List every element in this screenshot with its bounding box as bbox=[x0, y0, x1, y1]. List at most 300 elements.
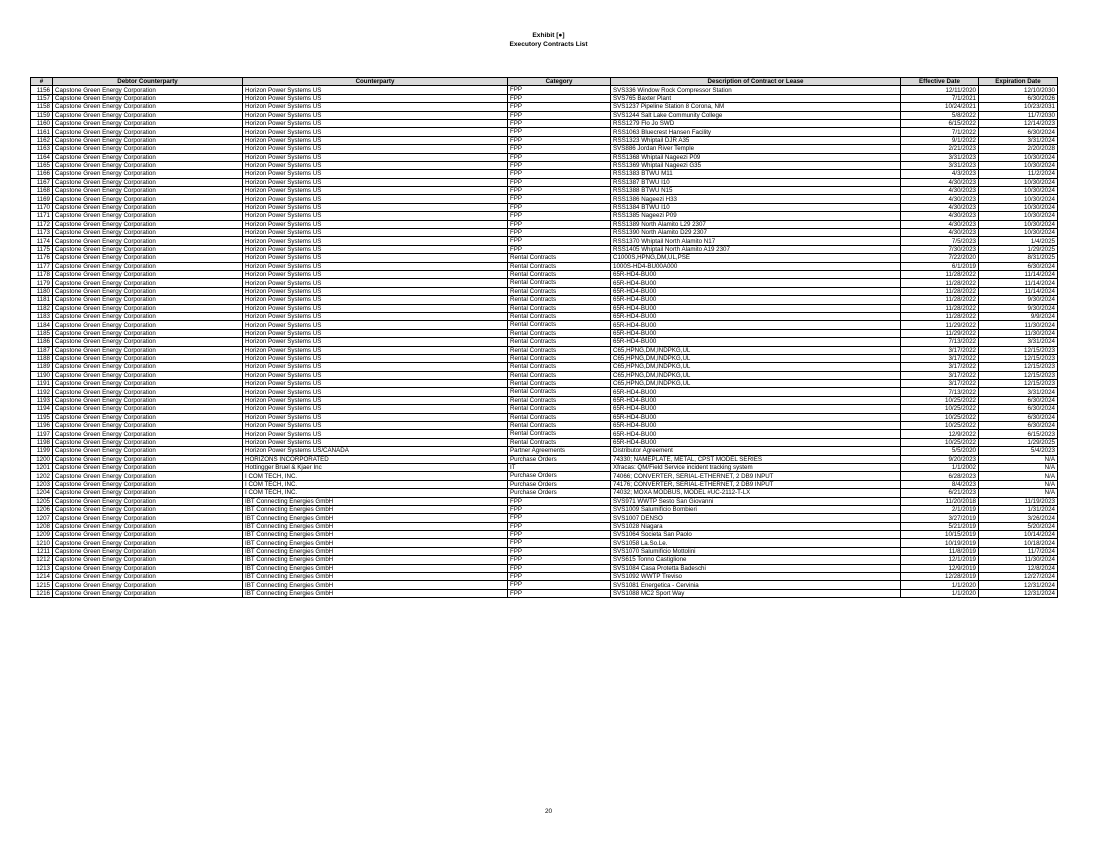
cell-category: Rental Contracts bbox=[508, 413, 611, 421]
cell-expiration-date: 12/31/2024 bbox=[979, 581, 1058, 589]
cell-debtor-counterparty: Capstone Green Energy Corporation bbox=[53, 514, 243, 522]
cell-expiration-date: 10/30/2024 bbox=[979, 187, 1058, 195]
cell-counterparty: HORIZONS INCORPORATED bbox=[243, 455, 508, 463]
cell-counterparty: Horizon Power Systems US bbox=[243, 396, 508, 404]
cell-debtor-counterparty: Capstone Green Energy Corporation bbox=[53, 556, 243, 564]
table-row bbox=[31, 338, 1058, 346]
cell-description: 65R-HD4-BU00 bbox=[611, 405, 901, 413]
table-row bbox=[31, 296, 1058, 304]
cell-description: SVS1064 Societa San Paolo bbox=[611, 531, 901, 539]
cell-number: 1156 bbox=[31, 86, 53, 94]
cell-number: 1215 bbox=[31, 581, 53, 589]
col-header-description: Description of Contract or Lease bbox=[611, 78, 901, 86]
cell-category: Rental Contracts bbox=[508, 262, 611, 270]
cell-debtor-counterparty: Capstone Green Energy Corporation bbox=[53, 338, 243, 346]
table-row bbox=[31, 187, 1058, 195]
cell-category: Rental Contracts bbox=[508, 380, 611, 388]
cell-number: 1182 bbox=[31, 304, 53, 312]
cell-category: Rental Contracts bbox=[508, 396, 611, 404]
cell-category: Rental Contracts bbox=[508, 422, 611, 430]
cell-effective-date: 10/25/2022 bbox=[901, 438, 979, 446]
cell-expiration-date: 1/31/2024 bbox=[979, 505, 1058, 513]
cell-category: FPP bbox=[508, 195, 611, 203]
cell-number: 1158 bbox=[31, 103, 53, 111]
table-row bbox=[31, 254, 1058, 262]
cell-number: 1166 bbox=[31, 170, 53, 178]
cell-effective-date: 10/25/2022 bbox=[901, 405, 979, 413]
cell-description: C65,HPNG,DM,INDPKG,UL bbox=[611, 371, 901, 379]
cell-effective-date: 10/15/2019 bbox=[901, 531, 979, 539]
cell-category: IT bbox=[508, 463, 611, 471]
cell-counterparty: IBT Connecting Energies GmbH bbox=[243, 514, 508, 522]
table-row bbox=[31, 312, 1058, 320]
cell-counterparty: I COM TECH, INC. bbox=[243, 472, 508, 480]
cell-expiration-date: 11/7/2024 bbox=[979, 547, 1058, 555]
cell-expiration-date: N/A bbox=[979, 480, 1058, 488]
cell-expiration-date: 9/30/2024 bbox=[979, 304, 1058, 312]
table-row bbox=[31, 438, 1058, 446]
cell-expiration-date: 10/30/2024 bbox=[979, 161, 1058, 169]
cell-debtor-counterparty: Capstone Green Energy Corporation bbox=[53, 472, 243, 480]
cell-expiration-date: 10/30/2024 bbox=[979, 178, 1058, 186]
cell-effective-date: 7/13/2022 bbox=[901, 388, 979, 396]
cell-category: Purchase Orders bbox=[508, 480, 611, 488]
cell-debtor-counterparty: Capstone Green Energy Corporation bbox=[53, 304, 243, 312]
cell-expiration-date: 10/23/2031 bbox=[979, 103, 1058, 111]
cell-expiration-date: 11/14/2024 bbox=[979, 270, 1058, 278]
table-row bbox=[31, 128, 1058, 136]
cell-expiration-date: 12/27/2024 bbox=[979, 573, 1058, 581]
cell-effective-date: 11/28/2022 bbox=[901, 304, 979, 312]
cell-number: 1214 bbox=[31, 573, 53, 581]
cell-number: 1198 bbox=[31, 438, 53, 446]
table-row bbox=[31, 178, 1058, 186]
cell-category: Rental Contracts bbox=[508, 405, 611, 413]
table-row bbox=[31, 237, 1058, 245]
cell-category: FPP bbox=[508, 212, 611, 220]
cell-counterparty: Horizon Power Systems US bbox=[243, 245, 508, 253]
cell-expiration-date: 10/30/2024 bbox=[979, 229, 1058, 237]
cell-debtor-counterparty: Capstone Green Energy Corporation bbox=[53, 279, 243, 287]
cell-number: 1189 bbox=[31, 363, 53, 371]
cell-debtor-counterparty: Capstone Green Energy Corporation bbox=[53, 455, 243, 463]
cell-debtor-counterparty: Capstone Green Energy Corporation bbox=[53, 447, 243, 455]
cell-effective-date: 12/9/2019 bbox=[901, 564, 979, 572]
cell-counterparty: Horizon Power Systems US bbox=[243, 371, 508, 379]
cell-description: SVS1092 WWTP Treviso bbox=[611, 573, 901, 581]
cell-category: Rental Contracts bbox=[508, 304, 611, 312]
table-row bbox=[31, 245, 1058, 253]
cell-effective-date: 4/3/2023 bbox=[901, 170, 979, 178]
cell-debtor-counterparty: Capstone Green Energy Corporation bbox=[53, 111, 243, 119]
cell-number: 1160 bbox=[31, 119, 53, 127]
cell-effective-date: 10/25/2022 bbox=[901, 396, 979, 404]
cell-debtor-counterparty: Capstone Green Energy Corporation bbox=[53, 270, 243, 278]
table-row bbox=[31, 497, 1058, 505]
cell-description: 65R-HD4-BU00 bbox=[611, 304, 901, 312]
cell-effective-date: 7/13/2022 bbox=[901, 338, 979, 346]
cell-counterparty: IBT Connecting Energies GmbH bbox=[243, 581, 508, 589]
cell-description: 65R-HD4-BU00 bbox=[611, 413, 901, 421]
cell-description: RSS1384 BTWU I10 bbox=[611, 203, 901, 211]
cell-description: RSS1370 Whiptail North Alamito N17 bbox=[611, 237, 901, 245]
cell-debtor-counterparty: Capstone Green Energy Corporation bbox=[53, 136, 243, 144]
cell-category: FPP bbox=[508, 245, 611, 253]
cell-counterparty: IBT Connecting Energies GmbH bbox=[243, 564, 508, 572]
cell-debtor-counterparty: Capstone Green Energy Corporation bbox=[53, 413, 243, 421]
cell-counterparty: Horizon Power Systems US bbox=[243, 86, 508, 94]
cell-category: FPP bbox=[508, 136, 611, 144]
cell-counterparty: IBT Connecting Energies GmbH bbox=[243, 497, 508, 505]
cell-category: Rental Contracts bbox=[508, 371, 611, 379]
table-row bbox=[31, 380, 1058, 388]
cell-expiration-date: N/A bbox=[979, 489, 1058, 497]
cell-expiration-date: 12/31/2024 bbox=[979, 589, 1058, 597]
cell-debtor-counterparty: Capstone Green Energy Corporation bbox=[53, 262, 243, 270]
cell-category: FPP bbox=[508, 203, 611, 211]
cell-expiration-date: 12/15/2023 bbox=[979, 354, 1058, 362]
cell-effective-date: 3/17/2022 bbox=[901, 346, 979, 354]
cell-effective-date: 11/28/2022 bbox=[901, 270, 979, 278]
cell-effective-date: 3/31/2023 bbox=[901, 153, 979, 161]
cell-effective-date: 7/1/2022 bbox=[901, 128, 979, 136]
cell-description: C65,HPNG,DM,INDPKG,UL bbox=[611, 363, 901, 371]
cell-category: FPP bbox=[508, 522, 611, 530]
cell-description: SVS1058 La.So.Le. bbox=[611, 539, 901, 547]
cell-category: Rental Contracts bbox=[508, 346, 611, 354]
cell-category: FPP bbox=[508, 497, 611, 505]
exhibit-subtitle: Executory Contracts List bbox=[509, 41, 588, 48]
cell-category: FPP bbox=[508, 531, 611, 539]
cell-counterparty: I COM TECH, INC. bbox=[243, 480, 508, 488]
cell-number: 1174 bbox=[31, 237, 53, 245]
cell-category: Rental Contracts bbox=[508, 279, 611, 287]
cell-category: FPP bbox=[508, 589, 611, 597]
cell-description: SVS1007 DENSO bbox=[611, 514, 901, 522]
cell-number: 1204 bbox=[31, 489, 53, 497]
table-row bbox=[31, 589, 1058, 597]
cell-number: 1171 bbox=[31, 212, 53, 220]
cell-counterparty: Hottingger Bruel & Kjaer Inc bbox=[243, 463, 508, 471]
cell-category: FPP bbox=[508, 119, 611, 127]
cell-debtor-counterparty: Capstone Green Energy Corporation bbox=[53, 363, 243, 371]
cell-description: 65R-HD4-BU00 bbox=[611, 287, 901, 295]
cell-description: SVS1088 MC2 Sport Way bbox=[611, 589, 901, 597]
table-row bbox=[31, 472, 1058, 480]
cell-expiration-date: 12/15/2023 bbox=[979, 380, 1058, 388]
cell-effective-date: 12/1/2019 bbox=[901, 556, 979, 564]
col-header-effective-date: Effective Date bbox=[901, 78, 979, 86]
table-row bbox=[31, 388, 1058, 396]
cell-category: Rental Contracts bbox=[508, 254, 611, 262]
cell-effective-date: 3/17/2022 bbox=[901, 363, 979, 371]
cell-counterparty: Horizon Power Systems US bbox=[243, 220, 508, 228]
cell-description: RSS1389 North Alamito L29 2307 bbox=[611, 220, 901, 228]
cell-number: 1200 bbox=[31, 455, 53, 463]
cell-description: RSS1368 Whiptail Nageezi P09 bbox=[611, 153, 901, 161]
cell-number: 1192 bbox=[31, 388, 53, 396]
cell-effective-date: 6/15/2022 bbox=[901, 119, 979, 127]
cell-category: FPP bbox=[508, 556, 611, 564]
cell-effective-date: 9/1/2022 bbox=[901, 136, 979, 144]
cell-debtor-counterparty: Capstone Green Energy Corporation bbox=[53, 153, 243, 161]
cell-number: 1177 bbox=[31, 262, 53, 270]
cell-description: RSS1385 Nageezi P09 bbox=[611, 212, 901, 220]
cell-description: 65R-HD4-BU00 bbox=[611, 312, 901, 320]
cell-description: RSS1063 Bluecrest Hansen Facility bbox=[611, 128, 901, 136]
cell-expiration-date: 6/30/2026 bbox=[979, 94, 1058, 102]
cell-effective-date: 10/25/2022 bbox=[901, 413, 979, 421]
cell-debtor-counterparty: Capstone Green Energy Corporation bbox=[53, 396, 243, 404]
cell-debtor-counterparty: Capstone Green Energy Corporation bbox=[53, 170, 243, 178]
cell-debtor-counterparty: Capstone Green Energy Corporation bbox=[53, 371, 243, 379]
cell-category: FPP bbox=[508, 237, 611, 245]
cell-category: Rental Contracts bbox=[508, 338, 611, 346]
cell-effective-date: 6/1/2019 bbox=[901, 262, 979, 270]
cell-counterparty: Horizon Power Systems US bbox=[243, 430, 508, 438]
cell-number: 1175 bbox=[31, 245, 53, 253]
cell-category: Rental Contracts bbox=[508, 312, 611, 320]
cell-number: 1168 bbox=[31, 187, 53, 195]
cell-debtor-counterparty: Capstone Green Energy Corporation bbox=[53, 312, 243, 320]
cell-debtor-counterparty: Capstone Green Energy Corporation bbox=[53, 245, 243, 253]
table-row bbox=[31, 346, 1058, 354]
table-row bbox=[31, 86, 1058, 94]
cell-effective-date: 7/1/2021 bbox=[901, 94, 979, 102]
cell-category: Rental Contracts bbox=[508, 354, 611, 362]
table-row bbox=[31, 447, 1058, 455]
cell-expiration-date: 11/14/2024 bbox=[979, 279, 1058, 287]
cell-counterparty: Horizon Power Systems US bbox=[243, 161, 508, 169]
cell-effective-date: 4/30/2023 bbox=[901, 195, 979, 203]
cell-debtor-counterparty: Capstone Green Energy Corporation bbox=[53, 354, 243, 362]
cell-counterparty: Horizon Power Systems US bbox=[243, 363, 508, 371]
cell-effective-date: 12/9/2022 bbox=[901, 430, 979, 438]
cell-effective-date: 6/21/2023 bbox=[901, 489, 979, 497]
cell-number: 1184 bbox=[31, 321, 53, 329]
cell-effective-date: 1/1/2002 bbox=[901, 463, 979, 471]
page-number: 20 bbox=[544, 808, 553, 815]
cell-debtor-counterparty: Capstone Green Energy Corporation bbox=[53, 463, 243, 471]
cell-effective-date: 11/29/2022 bbox=[901, 329, 979, 337]
cell-number: 1207 bbox=[31, 514, 53, 522]
table-header-row bbox=[31, 78, 1058, 86]
cell-counterparty: Horizon Power Systems US bbox=[243, 153, 508, 161]
cell-expiration-date: 11/19/2023 bbox=[979, 497, 1058, 505]
cell-description: 65R-HD4-BU00 bbox=[611, 396, 901, 404]
cell-effective-date: 11/28/2022 bbox=[901, 296, 979, 304]
cell-counterparty: IBT Connecting Energies GmbH bbox=[243, 573, 508, 581]
cell-expiration-date: 12/15/2023 bbox=[979, 371, 1058, 379]
cell-expiration-date: 1/29/2025 bbox=[979, 438, 1058, 446]
cell-debtor-counterparty: Capstone Green Energy Corporation bbox=[53, 489, 243, 497]
cell-effective-date: 10/25/2022 bbox=[901, 422, 979, 430]
cell-expiration-date: 3/31/2024 bbox=[979, 388, 1058, 396]
cell-effective-date: 11/28/2022 bbox=[901, 279, 979, 287]
cell-category: FPP bbox=[508, 220, 611, 228]
cell-effective-date: 3/17/2022 bbox=[901, 380, 979, 388]
cell-description: RSS1388 BTWU N15 bbox=[611, 187, 901, 195]
cell-description: SVS1244 Salt Lake Community College bbox=[611, 111, 901, 119]
cell-expiration-date: 12/14/2023 bbox=[979, 119, 1058, 127]
cell-number: 1199 bbox=[31, 447, 53, 455]
table-row bbox=[31, 573, 1058, 581]
cell-effective-date: 11/20/2018 bbox=[901, 497, 979, 505]
cell-effective-date: 4/30/2023 bbox=[901, 203, 979, 211]
cell-counterparty: Horizon Power Systems US bbox=[243, 237, 508, 245]
cell-counterparty: Horizon Power Systems US bbox=[243, 111, 508, 119]
cell-effective-date: 11/28/2022 bbox=[901, 312, 979, 320]
cell-debtor-counterparty: Capstone Green Energy Corporation bbox=[53, 229, 243, 237]
cell-expiration-date: 6/30/2024 bbox=[979, 413, 1058, 421]
cell-category: FPP bbox=[508, 94, 611, 102]
cell-description: C65,HPNG,DM,INDPKG,UL bbox=[611, 354, 901, 362]
col-header-expiration-date: Expiration Date bbox=[979, 78, 1058, 86]
cell-number: 1170 bbox=[31, 203, 53, 211]
cell-description: 1000S-HD4-BU00A000 bbox=[611, 262, 901, 270]
cell-expiration-date: 10/30/2024 bbox=[979, 195, 1058, 203]
cell-counterparty: Horizon Power Systems US bbox=[243, 312, 508, 320]
cell-category: FPP bbox=[508, 111, 611, 119]
cell-effective-date: 7/30/2023 bbox=[901, 245, 979, 253]
cell-number: 1209 bbox=[31, 531, 53, 539]
cell-description: 74066; CONVERTER, SERIAL-ETHERNET, 2 DB9 INPUT bbox=[611, 472, 901, 480]
cell-number: 1202 bbox=[31, 472, 53, 480]
table-body bbox=[31, 86, 1058, 598]
cell-debtor-counterparty: Capstone Green Energy Corporation bbox=[53, 220, 243, 228]
cell-counterparty: Horizon Power Systems US bbox=[243, 178, 508, 186]
cell-expiration-date: 1/29/2025 bbox=[979, 245, 1058, 253]
cell-description: RSS1279 Flo Jo SWD bbox=[611, 119, 901, 127]
cell-category: Rental Contracts bbox=[508, 296, 611, 304]
cell-counterparty: Horizon Power Systems US bbox=[243, 170, 508, 178]
cell-description: SVS336 Window Rock Compressor Station bbox=[611, 86, 901, 94]
table-row bbox=[31, 321, 1058, 329]
cell-debtor-counterparty: Capstone Green Energy Corporation bbox=[53, 187, 243, 195]
cell-debtor-counterparty: Capstone Green Energy Corporation bbox=[53, 254, 243, 262]
cell-counterparty: Horizon Power Systems US bbox=[243, 321, 508, 329]
cell-number: 1180 bbox=[31, 287, 53, 295]
cell-counterparty: Horizon Power Systems US bbox=[243, 338, 508, 346]
cell-counterparty: Horizon Power Systems US bbox=[243, 346, 508, 354]
cell-number: 1172 bbox=[31, 220, 53, 228]
document-header bbox=[0, 31, 1097, 49]
cell-counterparty: Horizon Power Systems US bbox=[243, 136, 508, 144]
table-row bbox=[31, 564, 1058, 572]
cell-counterparty: Horizon Power Systems US bbox=[243, 187, 508, 195]
cell-debtor-counterparty: Capstone Green Energy Corporation bbox=[53, 94, 243, 102]
cell-counterparty: Horizon Power Systems US bbox=[243, 287, 508, 295]
cell-effective-date: 4/30/2023 bbox=[901, 220, 979, 228]
cell-expiration-date: 6/30/2024 bbox=[979, 405, 1058, 413]
cell-debtor-counterparty: Capstone Green Energy Corporation bbox=[53, 128, 243, 136]
cell-effective-date: 4/30/2023 bbox=[901, 187, 979, 195]
cell-counterparty: Horizon Power Systems US bbox=[243, 388, 508, 396]
table-row bbox=[31, 581, 1058, 589]
cell-category: Rental Contracts bbox=[508, 438, 611, 446]
cell-effective-date: 7/22/2020 bbox=[901, 254, 979, 262]
table-row bbox=[31, 229, 1058, 237]
cell-expiration-date: N/A bbox=[979, 463, 1058, 471]
cell-debtor-counterparty: Capstone Green Energy Corporation bbox=[53, 212, 243, 220]
cell-debtor-counterparty: Capstone Green Energy Corporation bbox=[53, 531, 243, 539]
cell-number: 1187 bbox=[31, 346, 53, 354]
table-row bbox=[31, 304, 1058, 312]
cell-description: SVS1084 Casa Protetta Badeschi bbox=[611, 564, 901, 572]
cell-debtor-counterparty: Capstone Green Energy Corporation bbox=[53, 497, 243, 505]
table-row bbox=[31, 212, 1058, 220]
cell-expiration-date: 9/30/2024 bbox=[979, 296, 1058, 304]
table-row bbox=[31, 556, 1058, 564]
cell-description: RSS1369 Whiptail Nageezi G35 bbox=[611, 161, 901, 169]
cell-category: Purchase Orders bbox=[508, 489, 611, 497]
table-row bbox=[31, 463, 1058, 471]
cell-counterparty: Horizon Power Systems US bbox=[243, 296, 508, 304]
cell-counterparty: Horizon Power Systems US bbox=[243, 212, 508, 220]
table-row bbox=[31, 119, 1058, 127]
cell-number: 1159 bbox=[31, 111, 53, 119]
cell-counterparty: Horizon Power Systems US bbox=[243, 229, 508, 237]
cell-debtor-counterparty: Capstone Green Energy Corporation bbox=[53, 145, 243, 153]
cell-debtor-counterparty: Capstone Green Energy Corporation bbox=[53, 589, 243, 597]
cell-effective-date: 9/20/2023 bbox=[901, 455, 979, 463]
cell-description: 65R-HD4-BU00 bbox=[611, 388, 901, 396]
cell-category: FPP bbox=[508, 505, 611, 513]
col-header-category: Category bbox=[508, 78, 611, 86]
cell-number: 1183 bbox=[31, 312, 53, 320]
table-row bbox=[31, 145, 1058, 153]
table-row bbox=[31, 170, 1058, 178]
cell-description: 65R-HD4-BU00 bbox=[611, 438, 901, 446]
cell-effective-date: 3/17/2022 bbox=[901, 371, 979, 379]
cell-number: 1212 bbox=[31, 556, 53, 564]
cell-counterparty: IBT Connecting Energies GmbH bbox=[243, 531, 508, 539]
cell-number: 1179 bbox=[31, 279, 53, 287]
cell-counterparty: Horizon Power Systems US bbox=[243, 94, 508, 102]
cell-effective-date: 4/30/2023 bbox=[901, 212, 979, 220]
cell-description: 65R-HD4-BU00 bbox=[611, 422, 901, 430]
cell-expiration-date: 5/20/2024 bbox=[979, 522, 1058, 530]
cell-effective-date: 4/30/2023 bbox=[901, 178, 979, 186]
cell-counterparty: IBT Connecting Energies GmbH bbox=[243, 505, 508, 513]
cell-number: 1161 bbox=[31, 128, 53, 136]
cell-number: 1213 bbox=[31, 564, 53, 572]
cell-expiration-date: 6/15/2023 bbox=[979, 430, 1058, 438]
table-row bbox=[31, 539, 1058, 547]
table-row bbox=[31, 422, 1058, 430]
cell-debtor-counterparty: Capstone Green Energy Corporation bbox=[53, 103, 243, 111]
cell-description: 74330; NAMEPLATE, METAL, CPST MODEL SERIES bbox=[611, 455, 901, 463]
cell-debtor-counterparty: Capstone Green Energy Corporation bbox=[53, 438, 243, 446]
cell-category: Rental Contracts bbox=[508, 287, 611, 295]
table-row bbox=[31, 505, 1058, 513]
cell-number: 1173 bbox=[31, 229, 53, 237]
cell-category: FPP bbox=[508, 547, 611, 555]
cell-counterparty: Horizon Power Systems US bbox=[243, 405, 508, 413]
table-row bbox=[31, 270, 1058, 278]
cell-counterparty: Horizon Power Systems US bbox=[243, 119, 508, 127]
cell-number: 1165 bbox=[31, 161, 53, 169]
cell-description: SVS1028 Niagara bbox=[611, 522, 901, 530]
cell-counterparty: Horizon Power Systems US bbox=[243, 380, 508, 388]
cell-number: 1167 bbox=[31, 178, 53, 186]
table-row bbox=[31, 111, 1058, 119]
cell-debtor-counterparty: Capstone Green Energy Corporation bbox=[53, 329, 243, 337]
cell-effective-date: 3/31/2023 bbox=[901, 161, 979, 169]
cell-debtor-counterparty: Capstone Green Energy Corporation bbox=[53, 161, 243, 169]
cell-debtor-counterparty: Capstone Green Energy Corporation bbox=[53, 203, 243, 211]
table-row bbox=[31, 220, 1058, 228]
